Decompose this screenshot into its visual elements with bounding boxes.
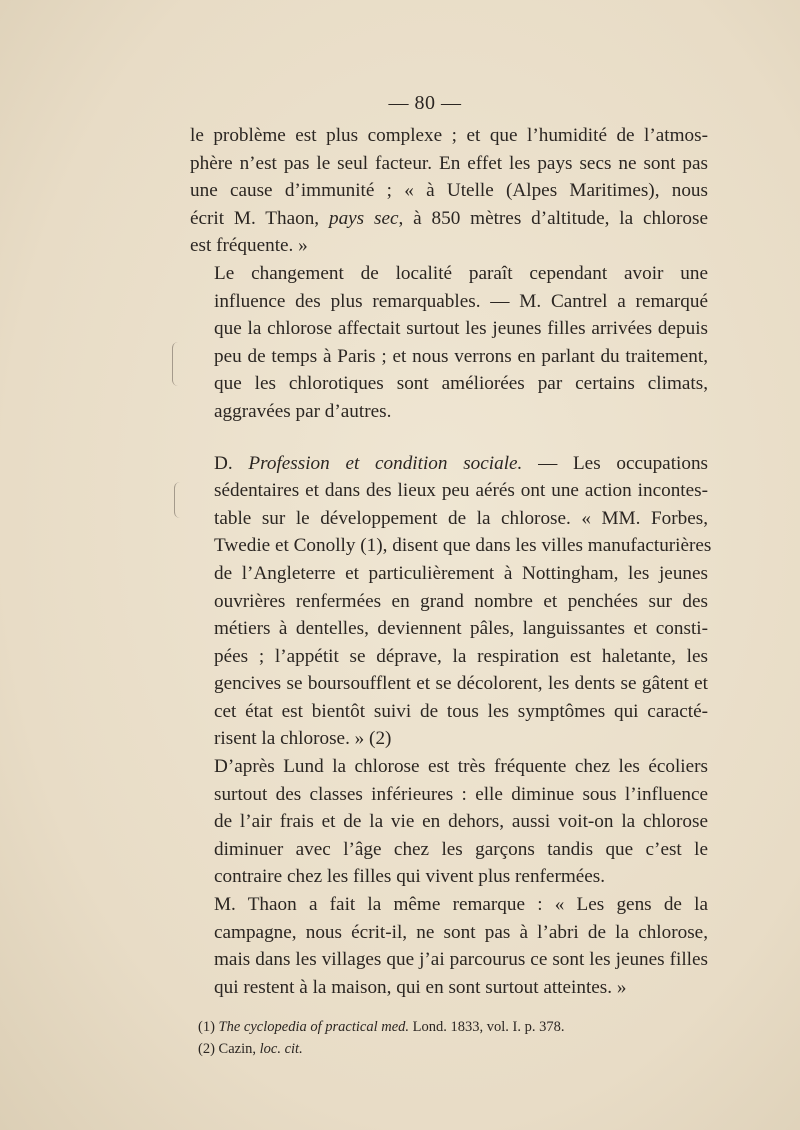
footnote <box>198 1038 678 1060</box>
text-line: surtout des classes inférieures : elle diminue sous l’influence <box>214 783 708 805</box>
text-line: de l’Angleterre et particulièrement à Nottingham, les jeunes <box>214 562 708 584</box>
section-heading-line <box>190 450 708 478</box>
section-paragraph <box>190 450 712 754</box>
paragraph <box>190 753 708 891</box>
emphasis-text: pays sec <box>328 207 399 229</box>
footnote <box>198 1016 678 1038</box>
text-line: aggravées par d’autres. <box>214 400 392 422</box>
footnotes <box>198 1016 678 1060</box>
text-line: diminuer avec l’âge chez les garçons tandis que c’est le <box>214 838 708 860</box>
text-segment: — Les occupations <box>538 452 709 474</box>
text-line: pées ; l’appétit se déprave, la respiration est haletante, les <box>214 645 708 667</box>
footnote-marker: (1) <box>198 1019 215 1035</box>
footnote-text: Cazin, <box>214 1041 260 1057</box>
text-segment: , à 850 mètres d’altitude, la chlorose <box>398 207 709 229</box>
paragraph <box>190 122 708 260</box>
text-line: sédentaires et dans des lieux peu aérés ont une action incontes- <box>214 480 708 502</box>
text-line: risent la chlorose. » (2) <box>214 728 392 750</box>
text-line: phère n’est pas le seul facteur. En effet les pays secs ne sont pas <box>190 152 708 174</box>
text-line: le problème est plus complexe ; et que l’humidité de l’atmos- <box>190 125 708 146</box>
text-line: qui restent à la maison, qui en sont surtout atteintes. » <box>214 976 627 998</box>
margin-pencil-mark <box>172 342 181 386</box>
text-line: peu de temps à Paris ; et nous verrons en parlant du traitement, <box>214 345 708 367</box>
page-number: — 80 — <box>388 92 462 114</box>
text-line: Twedie et Conolly (1), disent que dans les villes manufacturières <box>214 535 712 557</box>
text-line: mais dans les villages que j’ai parcourus ce sont les jeunes filles <box>214 949 708 971</box>
text-line: D’après Lund la chlorose est très fréquente chez les écoliers <box>214 756 708 778</box>
text-line-with-emphasis <box>190 205 708 233</box>
section-label: D. <box>214 452 233 474</box>
text-line: métiers à dentelles, deviennent pâles, languissantes et consti- <box>214 618 708 640</box>
text-line: de l’air frais et de la vie en dehors, aussi voit-on la chlorose <box>214 811 708 833</box>
text-line: Le changement de localité paraît cependant avoir une <box>214 262 708 284</box>
text-line: gencives se boursoufflent et se décolorent, les dents se gâtent et <box>214 673 708 695</box>
text-line: contraire chez les filles qui vivent plus renfermées. <box>214 866 606 888</box>
text-line: est fréquente. » <box>190 235 308 257</box>
section-title: Profession et condition sociale. <box>248 452 523 474</box>
paragraph <box>190 891 708 1001</box>
text-line: cet état est bientôt suivi de tous les symptômes qui caracté- <box>214 700 708 722</box>
text-line: que les chlorotiques sont améliorées par certains climats, <box>214 373 708 395</box>
margin-pencil-mark <box>174 482 183 518</box>
footnote-title: loc. cit. <box>259 1041 303 1057</box>
paragraph <box>190 260 708 426</box>
text-line: M. Thaon a fait la même remarque : « Les gens de la <box>214 894 708 916</box>
footnote-text: Lond. 1833, vol. I. p. 378. <box>409 1019 565 1035</box>
body-text <box>190 122 712 1001</box>
text-line: ouvrières renfermées en grand nombre et penchées sur des <box>214 590 708 612</box>
text-line: que la chlorose affectait surtout les jeunes filles arrivées depuis <box>214 318 708 340</box>
text-line: table sur le développement de la chlorose. « MM. Forbes, <box>214 507 708 529</box>
text-line: une cause d’immunité ; « à Utelle (Alpes Maritimes), nous <box>190 180 708 202</box>
text-segment: écrit M. Thaon, <box>190 207 329 229</box>
footnote-marker: (2) <box>198 1041 215 1057</box>
text-line: influence des plus remarquables. — M. Cantrel a remarqué <box>214 290 708 312</box>
text-line: campagne, nous écrit-il, ne sont pas à l’abri de la chlorose, <box>214 921 708 943</box>
footnote-title: The cyclopedia of practical med. <box>218 1019 410 1035</box>
